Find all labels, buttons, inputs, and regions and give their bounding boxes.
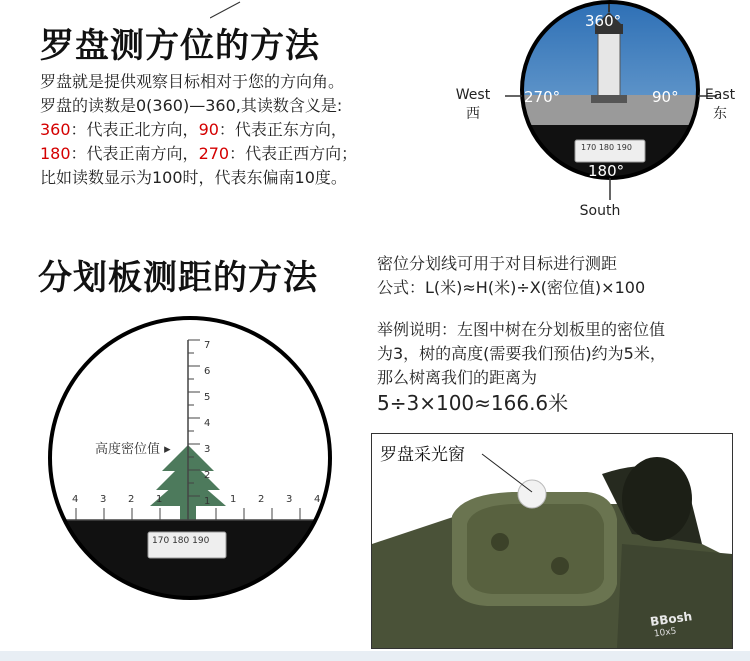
section2-example-line: 为3，树的高度(需要我们预估)约为5米， bbox=[377, 344, 666, 363]
east-label-en: East bbox=[704, 87, 736, 103]
section1-line: 罗盘的读数是0(360)—360,其读数含义是: bbox=[40, 96, 343, 115]
section2-example-line: 那么树离我们的距离为 bbox=[377, 368, 538, 387]
compass-east-degree: 90° bbox=[652, 88, 679, 106]
pointer-line-decoration bbox=[210, 0, 250, 20]
west-value: 270 bbox=[198, 144, 230, 163]
compass-north-degree: 360° bbox=[585, 12, 622, 30]
vtick-label: 7 bbox=[204, 340, 211, 351]
compass-scale-tick: 190 bbox=[616, 143, 632, 152]
vtick-label: 6 bbox=[204, 366, 211, 377]
reticle-scale-tick: 180 bbox=[172, 536, 190, 546]
htick-label: 3 bbox=[100, 494, 107, 505]
west-label-cn: 西 bbox=[466, 106, 480, 122]
compass-west-degree: 270° bbox=[524, 88, 561, 106]
compass-south-degree: 180° bbox=[588, 162, 625, 180]
reticle-illustration bbox=[40, 308, 340, 608]
reticle-scale-tick: 190 bbox=[192, 536, 210, 546]
htick-label: 1 bbox=[230, 494, 237, 505]
east-value: 90 bbox=[198, 120, 219, 139]
west-label-en: West bbox=[455, 87, 491, 103]
north-desc: ：代表正北方向， bbox=[70, 120, 199, 139]
section2-desc: 密位分划线可用于对目标进行测距 bbox=[377, 254, 618, 273]
reticle-scale-tick: 170 bbox=[152, 536, 170, 546]
section2-example-line: 举例说明：左图中树在分划板里的密位值 bbox=[377, 320, 666, 339]
vtick-label: 3 bbox=[204, 444, 211, 455]
section2-title: 分划板测距的方法 bbox=[38, 258, 318, 298]
section2-formula: 公式：L(米)≈H(米)÷X(密位值)×100 bbox=[377, 278, 646, 297]
east-label bbox=[695, 87, 745, 123]
compass-scale bbox=[581, 143, 632, 152]
binocular-photo bbox=[371, 433, 733, 649]
section1-title: 罗盘测方位的方法 bbox=[40, 26, 320, 66]
vtick-label: 1 bbox=[204, 496, 211, 507]
east-desc: ：代表正东方向， bbox=[218, 120, 347, 139]
htick-label: 4 bbox=[314, 494, 321, 505]
light-window-label: 罗盘采光窗 bbox=[380, 445, 465, 465]
htick-label: 2 bbox=[258, 494, 265, 505]
spacer bbox=[377, 300, 747, 318]
direction-def-row bbox=[40, 118, 460, 142]
htick-label: 1 bbox=[156, 494, 163, 505]
south-label: South bbox=[579, 203, 621, 219]
east-label-cn: 东 bbox=[713, 106, 727, 122]
west-desc: ：代表正西方向； bbox=[229, 144, 358, 163]
vtick-label: 4 bbox=[204, 418, 211, 429]
htick-label: 3 bbox=[286, 494, 293, 505]
height-mil-label bbox=[95, 438, 171, 457]
vtick-label: 2 bbox=[204, 470, 211, 481]
reticle-scale bbox=[152, 536, 209, 546]
htick-label: 4 bbox=[72, 494, 79, 505]
south-desc: ：代表正南方向， bbox=[70, 144, 199, 163]
section1-example: 比如读数显示为100时，代表东偏南10度。 bbox=[40, 168, 347, 187]
north-value: 360 bbox=[40, 120, 71, 139]
section2-body bbox=[377, 252, 747, 416]
west-label bbox=[448, 87, 498, 123]
arrow-right-icon: ▸ bbox=[164, 442, 171, 457]
section1-line: 罗盘就是提供观察目标相对于您的方向角。 bbox=[40, 72, 345, 91]
height-mil-text: 高度密位值 bbox=[95, 442, 161, 457]
south-value: 180 bbox=[40, 144, 71, 163]
model-label: 10x5 bbox=[653, 626, 678, 640]
reticle-vertical-labels bbox=[204, 333, 216, 515]
section1-body bbox=[40, 70, 460, 190]
bottom-band bbox=[0, 651, 750, 661]
compass-scale-tick: 180 bbox=[598, 143, 615, 152]
vtick-label: 5 bbox=[204, 392, 211, 403]
htick-label: 2 bbox=[128, 494, 135, 505]
brand-label: BBosh bbox=[649, 609, 694, 629]
direction-def-row bbox=[40, 142, 460, 166]
section2-result: 5÷3×100≈166.6米 bbox=[377, 391, 569, 415]
compass-scale-tick: 170 bbox=[581, 143, 597, 152]
